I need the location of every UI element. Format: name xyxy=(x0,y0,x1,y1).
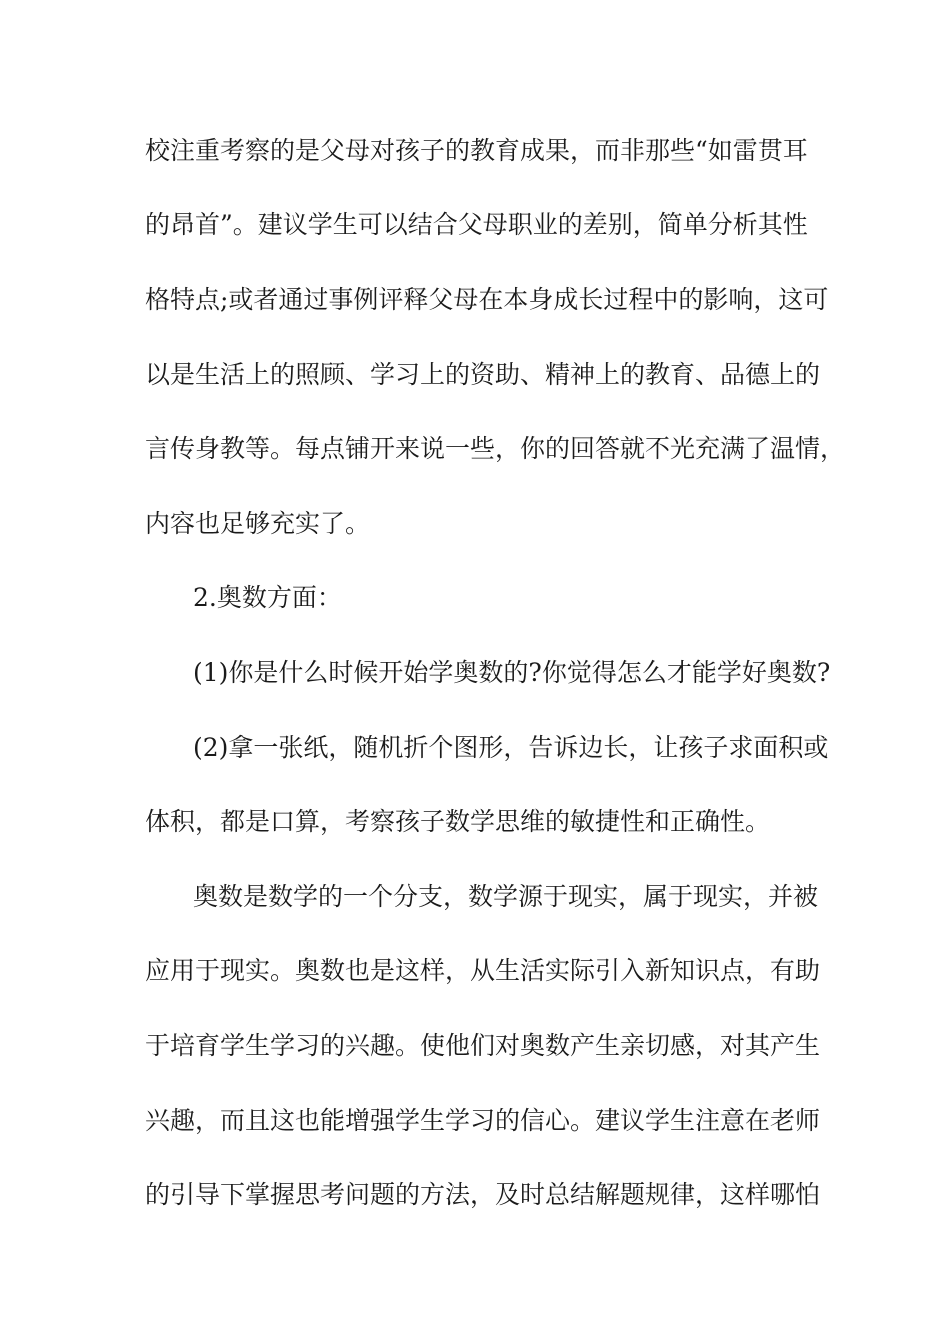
text-line: 应用于现实。奥数也是这样，从生活实际引入新知识点，有助 xyxy=(145,956,821,985)
text-line: 的引导下掌握思考问题的方法，及时总结解题规律，这样哪怕 xyxy=(145,1180,821,1209)
text-line: 格特点;或者通过事例评释父母在本身成长过程中的影响，这可 xyxy=(145,285,829,314)
text-line: 体积，都是口算，考察孩子数学思维的敏捷性和正确性。 xyxy=(145,807,771,836)
text-line: 的昂首”。建议学生可以结合父母职业的差别，简单分析其性 xyxy=(145,210,808,239)
paragraph-start: 奥数是数学的一个分支，数学源于现实，属于现实，并被 xyxy=(193,882,819,911)
text-line: 以是生活上的照顾、学习上的资助、精神上的教育、品德上的 xyxy=(145,360,821,389)
question-item: (1)你是什么时候开始学奥数的?你觉得怎么才能学好奥数? xyxy=(193,658,831,687)
text-line: 兴趣，而且这也能增强学生学习的信心。建议学生注意在老师 xyxy=(145,1106,821,1135)
text-line: 于培育学生学习的兴趣。使他们对奥数产生亲切感，对其产生 xyxy=(145,1031,821,1060)
question-item: (2)拿一张纸，随机折个图形，告诉边长，让孩子求面积或 xyxy=(193,733,829,762)
text-line: 言传身教等。每点铺开来说一些，你的回答就不光充满了温情， xyxy=(145,434,846,463)
section-heading: 2.奥数方面： xyxy=(193,583,342,612)
text-line: 校注重考察的是父母对孩子的教育成果，而非那些“如雷贯耳 xyxy=(145,136,808,165)
text-line: 内容也足够充实了。 xyxy=(145,509,371,538)
